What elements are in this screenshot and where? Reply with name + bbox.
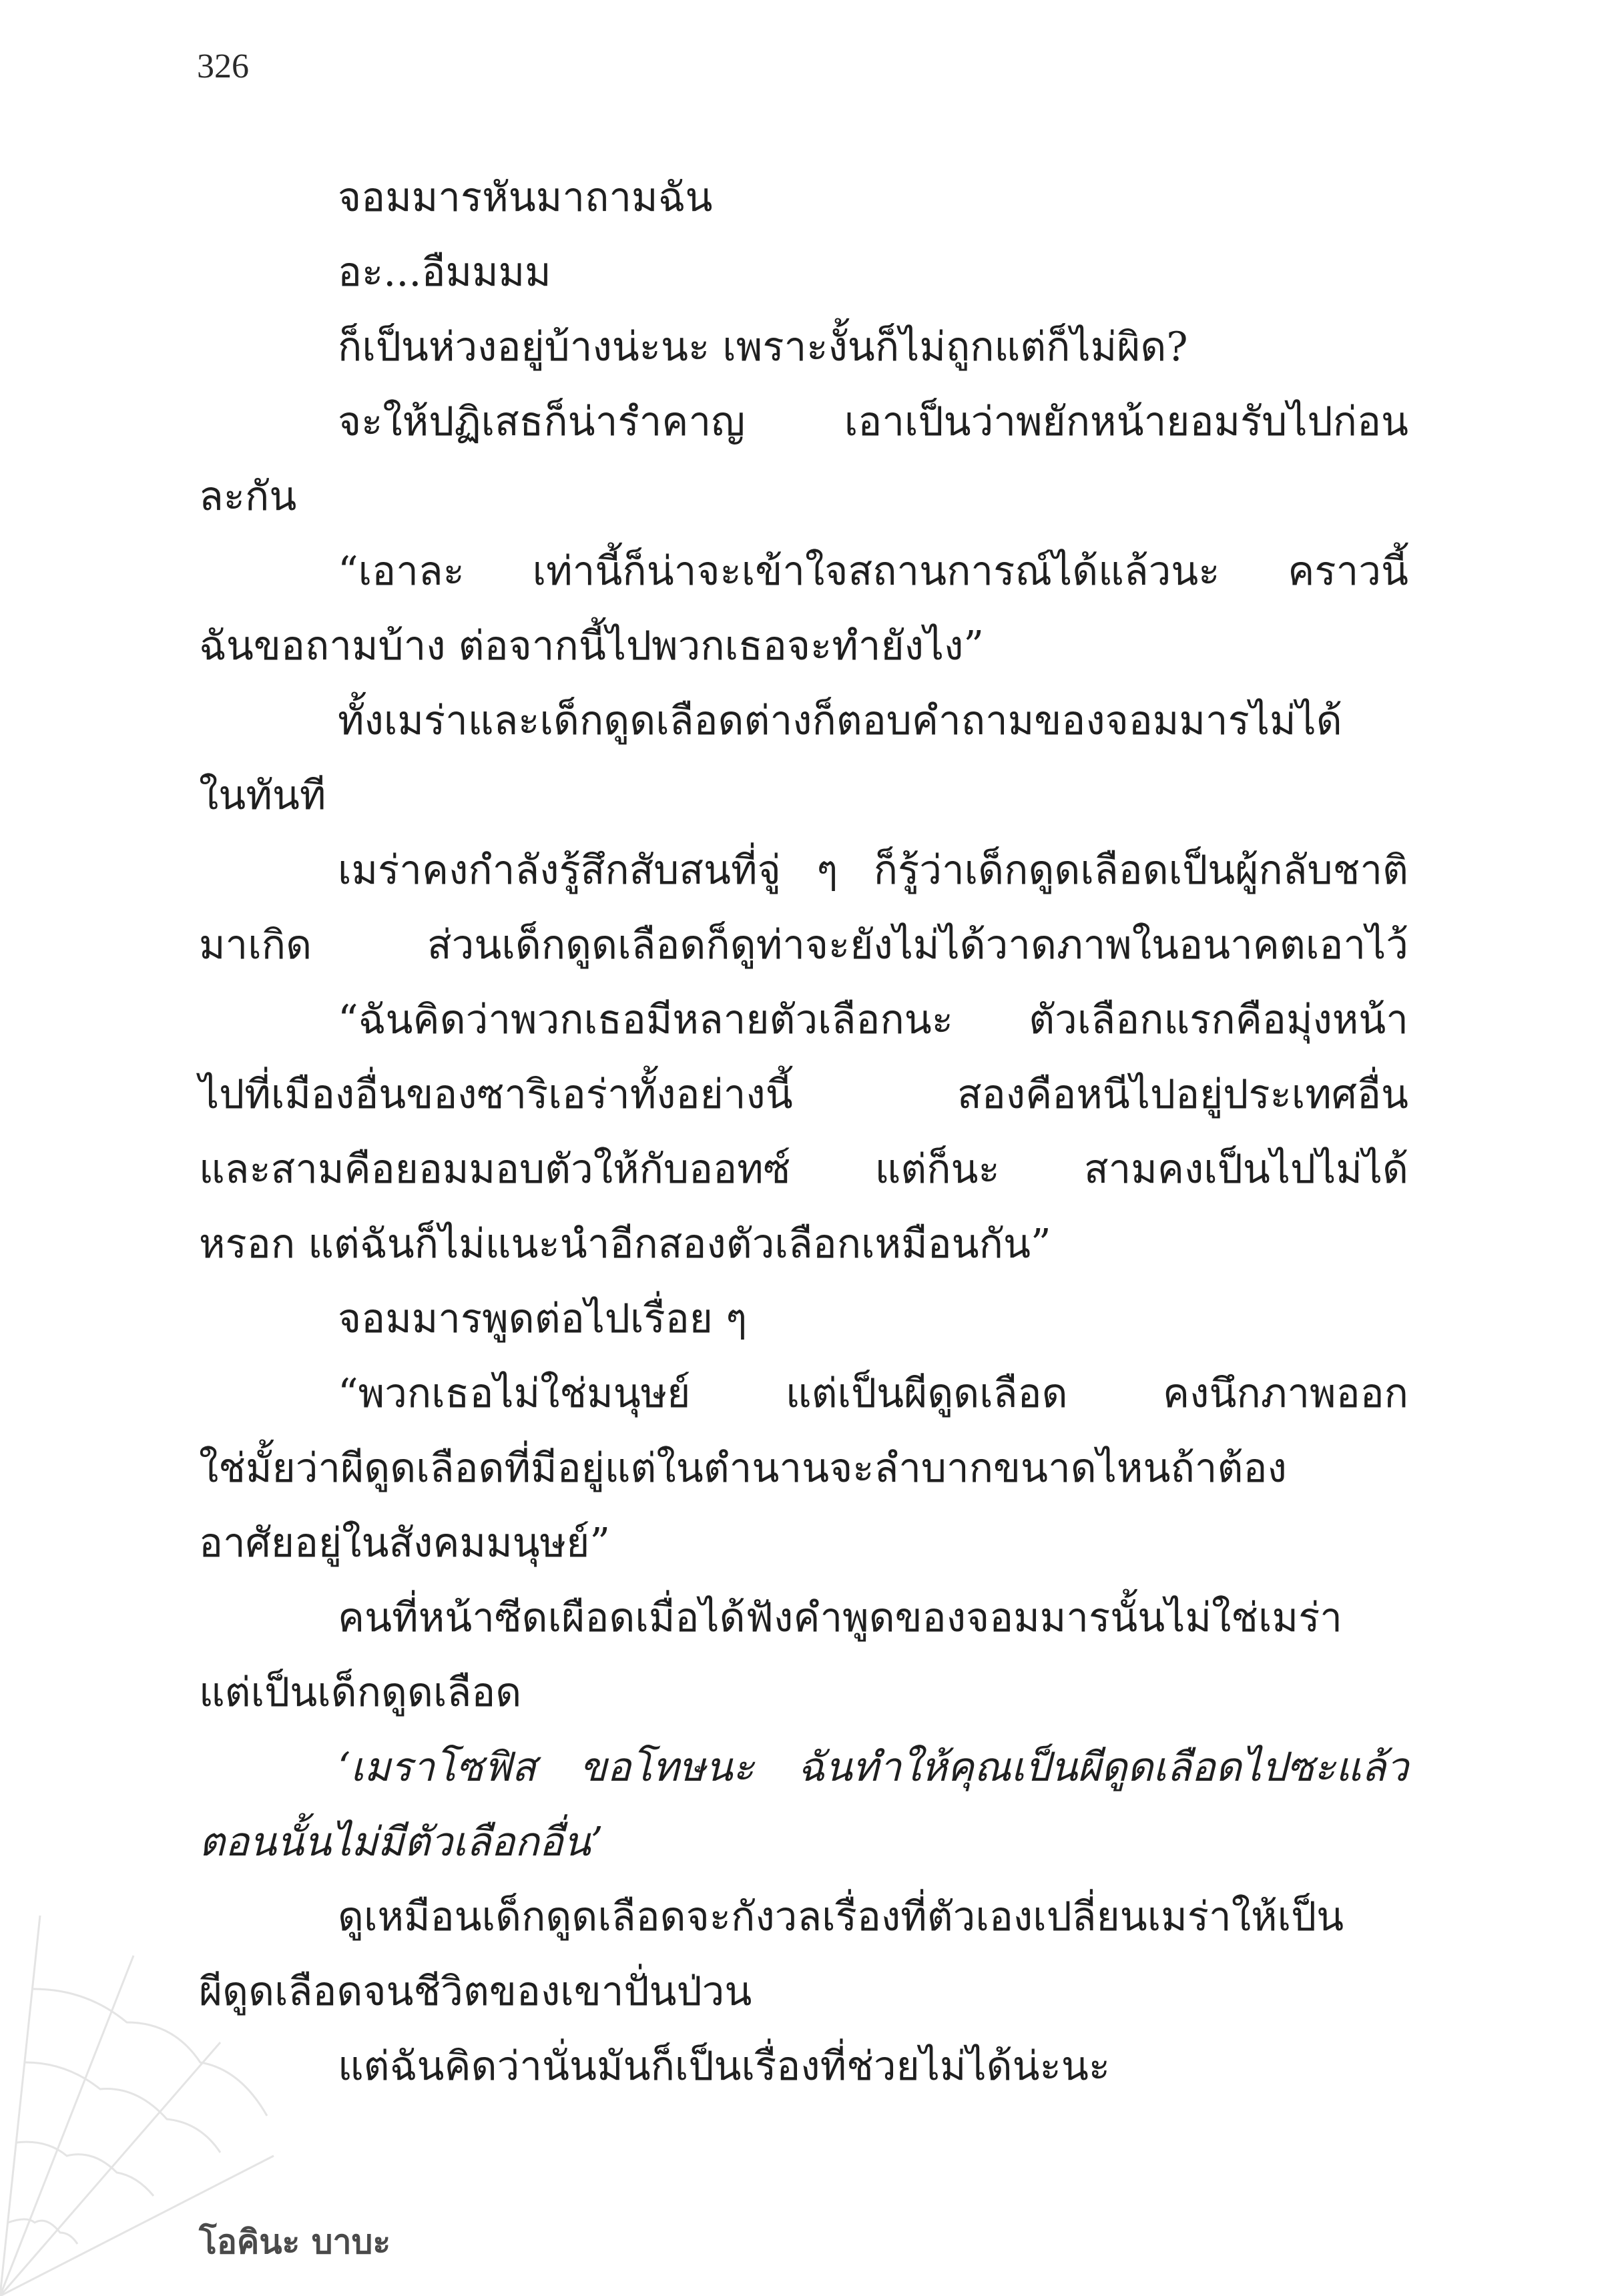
text-line: ในทันที — [199, 772, 326, 819]
text-line: จะให้ปฏิเสธก็น่ารำคาญ เอาเป็นว่าพยักหน้ายอมรับไปก่อน — [338, 398, 1408, 445]
text-line: ตอนนั้นไม่มีตัวเลือกอื่น’ — [199, 1819, 603, 1866]
text-line: ทั้งเมร่าและเด็กดูดเลือดต่างก็ตอบคำถามของจอมมารไม่ได้ — [338, 697, 1342, 744]
text-line: ก็เป็นห่วงอยู่บ้างน่ะนะ เพราะงั้นก็ไม่ถูกแต่ก็ไม่ผิด? — [338, 324, 1188, 370]
text-line: ไปที่เมืองอื่นของซาริเอร่าทั้งอย่างนี้ สองคือหนีไปอยู่ประเทศอื่น — [199, 1071, 1408, 1118]
footer-author: โอคินะ บาบะ — [199, 2223, 391, 2261]
text-line: ดูเหมือนเด็กดูดเลือดจะกังวลเรื่องที่ตัวเองเปลี่ยนเมร่าให้เป็น — [338, 1894, 1344, 1940]
text-line: อาศัยอยู่ในสังคมมนุษย์” — [199, 1520, 611, 1566]
text-line: ใช่มั้ยว่าผีดูดเลือดที่มีอยู่แต่ในตำนานจะลำบากขนาดไหนถ้าต้อง — [199, 1445, 1287, 1492]
text-line: แต่เป็นเด็กดูดเลือด — [199, 1669, 522, 1716]
text-line: ‘เมราโซฟิส ขอโทษนะ ฉันทำให้คุณเป็นผีดูดเลือดไปซะแล้ว — [338, 1744, 1408, 1791]
text-line: ละกัน — [199, 473, 297, 520]
text-line: ผีดูดเลือดจนชีวิตของเขาปั่นป่วน — [199, 1968, 752, 2015]
text-line: “พวกเธอไม่ใช่มนุษย์ แต่เป็นผีดูดเลือด คงนึกภาพออก — [338, 1370, 1408, 1417]
body-text — [199, 160, 1408, 2104]
text-line: จอมมารพูดต่อไปเรื่อย ๆ — [338, 1296, 748, 1342]
page-number: 326 — [197, 47, 249, 85]
text-line: หรอก แต่ฉันก็ไม่แนะนำอีกสองตัวเลือกเหมือนกัน” — [199, 1221, 1051, 1267]
text-line: จอมมารหันมาถามฉัน — [338, 174, 713, 221]
text-line: อะ...อืมมมม — [338, 249, 551, 296]
text-line: และสามคือยอมมอบตัวให้กับออทซ์ แต่ก็นะ สามคงเป็นไปไม่ได้ — [199, 1146, 1408, 1193]
text-line: “เอาละ เท่านี้ก็น่าจะเข้าใจสถานการณ์ได้แล้วนะ คราวนี้ — [338, 548, 1408, 595]
text-line: ฉันขอถามบ้าง ต่อจากนี้ไปพวกเธอจะทำยังไง” — [199, 623, 985, 669]
text-line: “ฉันคิดว่าพวกเธอมีหลายตัวเลือกนะ ตัวเลือกแรกคือมุ่งหน้า — [338, 996, 1408, 1043]
text-line: แต่ฉันคิดว่านั่นมันก็เป็นเรื่องที่ช่วยไม่ได้น่ะนะ — [338, 2043, 1111, 2090]
text-line: เมร่าคงกำลังรู้สึกสับสนที่จู่ ๆ ก็รู้ว่าเด็กดูดเลือดเป็นผู้กลับชาติ — [338, 847, 1408, 894]
text-line: มาเกิด ส่วนเด็กดูดเลือดก็ดูท่าจะยังไม่ได้วาดภาพในอนาคตเอาไว้ — [199, 922, 1408, 968]
text-line: คนที่หน้าซีดเผือดเมื่อได้ฟังคำพูดของจอมมารนั้นไม่ใช่เมร่า — [338, 1595, 1342, 1641]
